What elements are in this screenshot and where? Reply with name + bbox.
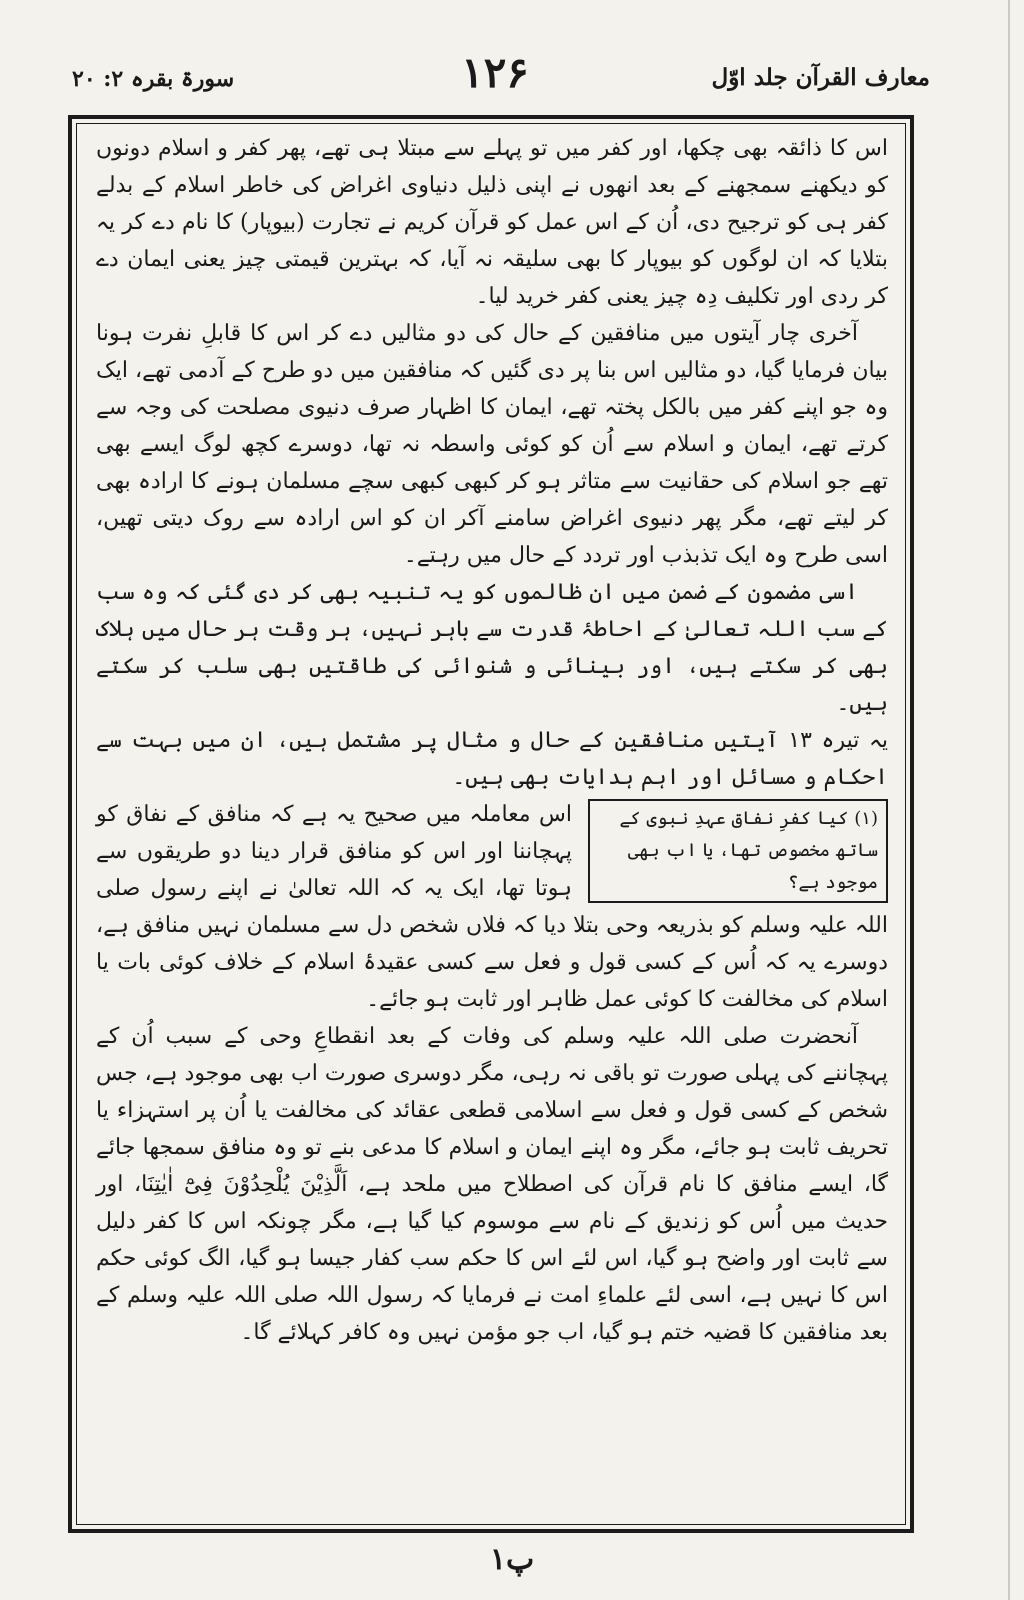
paragraph-5: اس معاملہ میں صحیح یہ ہے کہ منافق کے نفاق کو پہچاننا اور اس کو منافق قرار دینا دو طریقوں سے ہوتا تھا، ایک یہ کہ اللہ تعالیٰ نے اپنے رسول صلی اللہ علیہ وسلم کو بذریعہ وحی بتلا دیا کہ فلاں شخص دل سے مسلمان نہیں منافق ہے، دوسرے یہ کہ اُس کے کسی قول و فعل سے کسی عقیدۂ اسلام کے خلاف کوئی بات یا اسلام کی مخالفت کا کوئی عمل ظاہر اور ثابت ہو جائے۔ [96, 802, 888, 1012]
surah-reference: سورۃ بقرہ ۲: ۲۰ [72, 66, 235, 92]
paragraph-3: اسی مضمون کے ضمن میں ان ظالموں کو یہ تنبیہ بھی کر دی گئی کہ وہ سب کے سب اللہ تعالیٰ کے احاطۂ قدرت سے باہر نہیں، ہر وقت ہر حال میں ہلاک بھی کر سکتے ہیں، اور بینائی و شنوائی کی طاقتیں بھی سلب کر سکتے ہیں۔ [96, 580, 888, 716]
page-number: ۱۲۶ [461, 48, 529, 97]
paragraph-4: یہ تیرہ ۱۳ آیتیں منافقین کے حال و مثال پر مشتمل ہیں، ان میں بہت سے احکام و مسائل اور اہم ہدایات بھی ہیں۔ [96, 728, 888, 790]
paragraph-2: آخری چار آیتوں میں منافقین کے حال کی دو مثالیں دے کر اس کا قابلِ نفرت ہونا بیان فرمایا گیا، دو مثالیں اس بنا پر دی گئیں کہ منافقین میں دو طرح کے آدمی تھے، ایک وہ جو اپنے کفر میں بالکل پختہ تھے، ایمان کا اظہار صرف دنیوی مصلحت کی وجہ سے کرتے تھے، ایمان و اسلام سے اُن کو کوئی واسطہ نہ تھا، دوسرے کچھ لوگ ایسے بھی تھے جو اسلام کی حقانیت سے متاثر ہو کر کبھی کبھی سچے مسلمان ہونے کا ارادہ بھی کر لیتے تھے، مگر پھر دنیوی اغراض سامنے آکر ان کو اس ارادہ سے روک دیتی تھیں، اسی طرح وہ ایک تذبذب اور تردد کے حال میں رہتے۔ [96, 321, 888, 568]
book-title: معارف القرآن جلد اوّل [711, 64, 930, 91]
page-header [60, 48, 930, 112]
paragraph-6: آنحضرت صلی اللہ علیہ وسلم کی وفات کے بعد انقطاعِ وحی کے سبب اُن کے پہچاننے کی پہلی صورت تو باقی نہ رہی، مگر دوسری صورت اب بھی موجود ہے، جس شخص کے کسی قول و فعل سے اسلامی قطعی عقائد کی مخالفت یا اُن پر استہزاء یا تحریف ثابت ہو جائے، مگر وہ اپنے ایمان و اسلام کا مدعی بنے تو وہ منافق سمجھا جائے گا، ایسے منافق کا نام قرآن کی اصطلاح میں ملحد ہے، اَلَّذِیْنَ یُلْحِدُوْنَ فِیْٓ اٰیٰتِنَا، اور حدیث میں اُس کو زندیق کے نام سے موسوم کیا گیا ہے، مگر چونکہ اس کا کفر دلیل سے ثابت اور واضح ہو گیا، اس لئے اس کا حکم سب کفار جیسا ہو گیا، الگ کوئی حکم اس کا نہیں ہے، اسی لئے علماءِ امت نے فرمایا کہ رسول اللہ صلی اللہ علیہ وسلم کے بعد منافقین کا قضیہ ختم ہو گیا، اب جو مؤمن نہیں وہ کافر کہلائے گا۔ [96, 1024, 888, 1345]
question-sidebox: (۱) کیا کفرِ نفاق عہدِ نبوی کے ساتھ مخصوص تھا، یا اب بھی موجود ہے؟ [588, 799, 888, 903]
main-text-body [96, 130, 888, 1351]
signature-mark: پ۱ [489, 1542, 535, 1577]
paragraph-1: اس کا ذائقہ بھی چکھا، اور کفر میں تو پہلے سے مبتلا ہی تھے، پھر کفر و اسلام دونوں کو دیکھنے سمجھنے کے بعد انھوں نے اپنی ذلیل دنیاوی اغراض کی خاطر اسلام کے بدلے کفر ہی کو ترجیح دی، اُن کے اس عمل کو قرآن کریم نے تجارت (بیوپار) کا نام دے کر یہ بتلایا کہ ان لوگوں کو بیوپار کا بھی سلیقہ نہ آیا، کہ بہترین قیمتی چیز یعنی ایمان دے کر ردی اور تکلیف دِہ چیز یعنی کفر خرید لیا۔ [96, 136, 888, 309]
scan-edge-line [1008, 0, 1010, 1600]
